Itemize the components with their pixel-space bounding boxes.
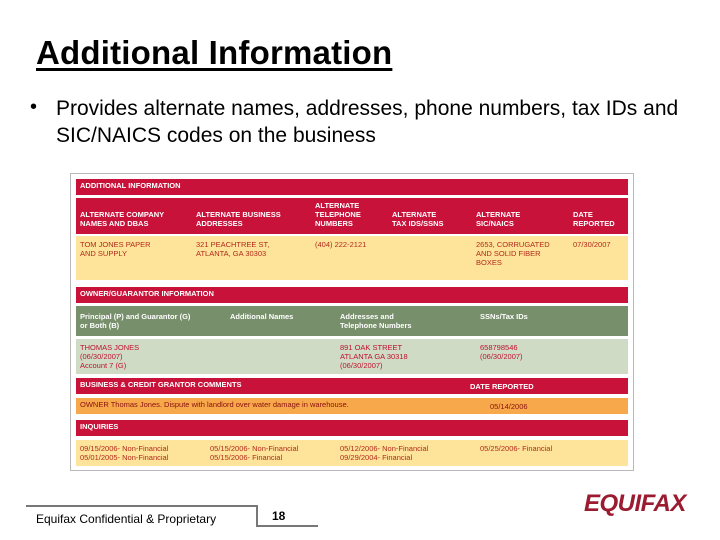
column-additional-names: Additional Names [230, 312, 294, 321]
bullet-text: Provides alternate names, addresses, phone numbers, tax IDs and SIC/NAICS codes on the business [56, 97, 679, 147]
owner-title: OWNER/GUARANTOR INFORMATION [80, 289, 214, 298]
alt-name-value: TOM JONES PAPER AND SUPPLY [80, 240, 151, 258]
additional-info-header [76, 179, 628, 195]
column-principal: Principal (P) and Guarantor (G) or Both (B) [80, 312, 191, 330]
inquiry-group: 05/15/2006- Non-Financial 05/15/2006- Financial [210, 444, 299, 462]
alt-date-value: 07/30/2007 [573, 240, 611, 249]
footer-confidential: Equifax Confidential & Proprietary [36, 512, 217, 526]
owner-ssn-value: 658798546 (06/30/2007) [480, 343, 523, 361]
column-alt-sic: ALTERNATE SIC/NAICS [476, 210, 521, 228]
footer-rule [256, 505, 258, 527]
column-ssn-tax: SSNs/Tax IDs [480, 312, 528, 321]
alt-address-value: 321 PEACHTREE ST, ATLANTA, GA 30303 [196, 240, 270, 258]
comment-date: 05/14/2006 [490, 402, 528, 411]
comments-row [76, 398, 628, 414]
additional-data-row [76, 236, 628, 280]
additional-columns-row [76, 198, 628, 234]
column-alt-phones: ALTERNATE TELEPHONE NUMBERS [315, 201, 361, 228]
comment-text: OWNER Thomas Jones. Dispute with landlord over water damage in warehouse. [80, 400, 349, 409]
alt-sic-value: 2653, CORRUGATED AND SOLID FIBER BOXES [476, 240, 550, 267]
slide-title: Additional Information [36, 34, 393, 71]
column-date-reported: DATE REPORTED [573, 210, 615, 228]
owner-columns-row [76, 306, 628, 336]
column-alt-names: ALTERNATE COMPANY NAMES AND DBAS [80, 210, 165, 228]
comments-header [76, 378, 628, 394]
report-panel [70, 173, 634, 471]
additional-info-title: ADDITIONAL INFORMATION [80, 181, 181, 190]
owner-header [76, 287, 628, 303]
footer-rule [26, 505, 258, 507]
owner-address-value: 891 OAK STREET ATLANTA GA 30318 (06/30/2007) [340, 343, 408, 370]
column-addresses-phones: Addresses and Telephone Numbers [340, 312, 412, 330]
owner-data-row [76, 339, 628, 374]
column-alt-addresses: ALTERNATE BUSINESS ADDRESSES [196, 210, 281, 228]
inquiry-group: 09/15/2006- Non-Financial 05/01/2005- Non-Financial [80, 444, 169, 462]
alt-phone-value: (404) 222-2121 [315, 240, 367, 249]
inquiries-header [76, 420, 628, 436]
inquiry-group: 05/25/2006- Financial [480, 444, 553, 453]
inquiries-title: INQUIRIES [80, 422, 119, 431]
owner-name-value: THOMAS JONES (06/30/2007) Account 7 (G) [80, 343, 140, 370]
equifax-logo: EQUIFAX [584, 490, 686, 517]
inquiries-row [76, 440, 628, 466]
footer-rule [258, 525, 318, 527]
comments-title: BUSINESS & CREDIT GRANTOR COMMENTS [80, 380, 242, 389]
bullet-icon: • [30, 96, 38, 118]
comments-date-header: DATE REPORTED [470, 382, 534, 391]
column-alt-tax-ids: ALTERNATE TAX IDS/SSNS [392, 210, 444, 228]
page-number: 18 [272, 509, 286, 523]
inquiry-group: 05/12/2006- Non-Financial 09/29/2004- Financial [340, 444, 429, 462]
